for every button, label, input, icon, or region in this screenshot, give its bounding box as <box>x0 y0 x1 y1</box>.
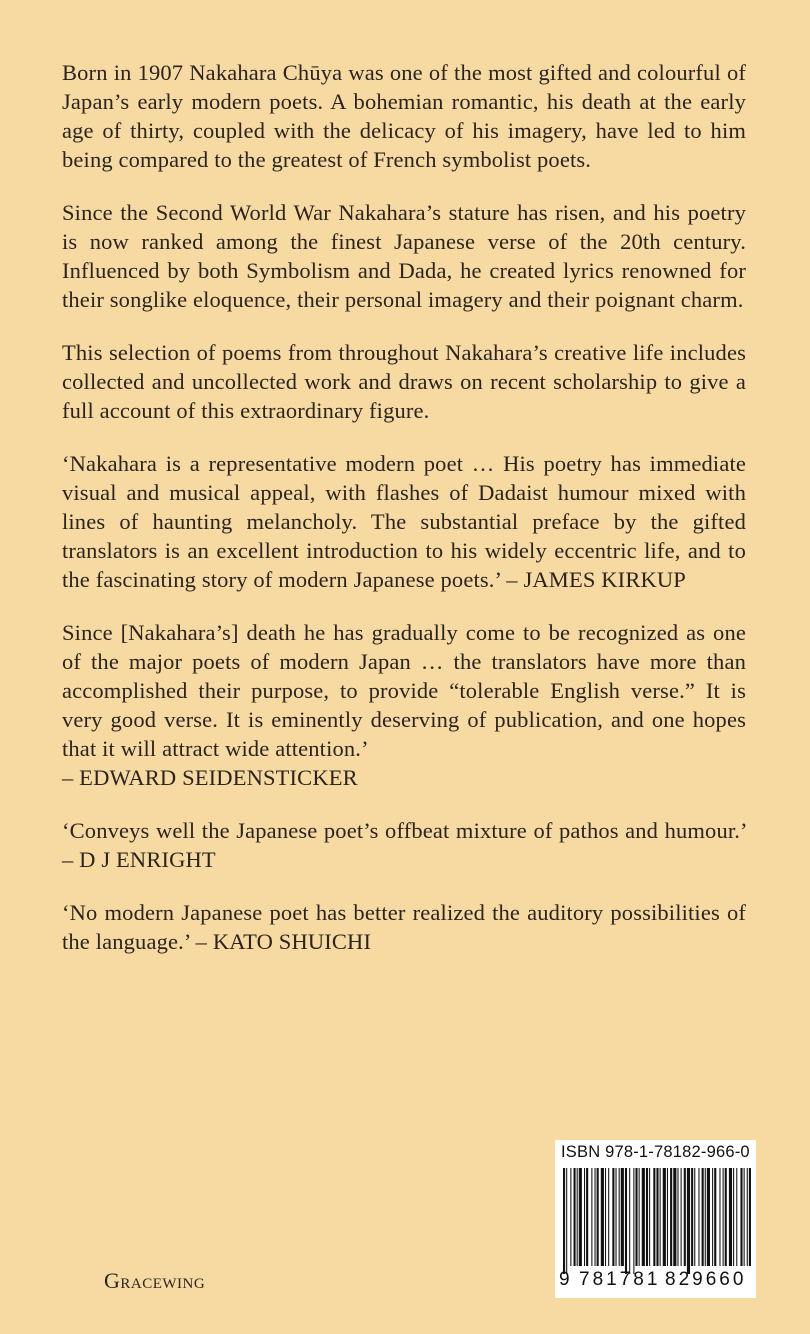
barcode-bar <box>702 1168 704 1266</box>
barcode-bar <box>649 1168 650 1266</box>
publisher-logo: Gracewing <box>104 1268 206 1293</box>
barcode-bar <box>725 1168 727 1266</box>
barcode-bar <box>744 1168 745 1266</box>
barcode-bar <box>605 1168 606 1266</box>
barcode-bar <box>673 1168 676 1266</box>
barcode-bar <box>570 1168 571 1266</box>
barcode-digits <box>559 1267 755 1291</box>
barcode-bar <box>691 1168 693 1266</box>
barcode-bar <box>621 1168 624 1266</box>
barcode-bar <box>646 1168 648 1266</box>
barcode-bar <box>584 1168 585 1266</box>
barcode-bar <box>579 1168 582 1266</box>
barcode-bar <box>625 1168 627 1274</box>
barcode-bar <box>667 1168 668 1266</box>
quote-kato <box>62 898 746 956</box>
barcode-bar <box>639 1168 640 1266</box>
barcode-bar <box>574 1168 576 1266</box>
stature-paragraph: Since the Second World War Nakahara’s stature has risen, and his poetry is now ranked among the finest Japanese verse of the 20th century. Influenced by both Symbolism and Dada, he created lyrics renowned for their songlike eloquence, their personal imagery and their poignant charm. <box>62 200 746 312</box>
barcode-bar <box>633 1168 634 1274</box>
barcode-bar <box>619 1168 620 1266</box>
barcode-bar <box>642 1168 645 1266</box>
barcode-bar <box>733 1168 734 1266</box>
barcode-bar <box>723 1168 724 1266</box>
barcode-bar <box>747 1168 748 1266</box>
quote-attribution: – D J ENRIGHT <box>62 847 216 872</box>
barcode-bar <box>586 1168 588 1266</box>
barcode-bar <box>635 1168 637 1266</box>
barcode-bar <box>684 1168 686 1266</box>
barcode-bar <box>694 1168 695 1266</box>
barcode-bar <box>698 1168 699 1266</box>
barcode-bar <box>736 1168 737 1266</box>
barcode-bar <box>566 1168 567 1274</box>
quote-kirkup <box>62 449 746 594</box>
barcode-bar <box>677 1168 678 1266</box>
quote-attribution: – EDWARD SEIDENSTICKER <box>62 765 358 790</box>
barcode-bar <box>597 1168 599 1266</box>
barcode-digits-left: 781781 <box>579 1269 661 1290</box>
barcode-bar <box>719 1168 720 1266</box>
barcode-bar <box>687 1168 690 1274</box>
barcode-bar <box>563 1168 565 1274</box>
barcode-icon <box>563 1168 751 1274</box>
barcode-bar <box>740 1168 742 1266</box>
barcode-digit-first: 9 <box>559 1269 570 1290</box>
barcode-bar <box>714 1168 716 1266</box>
quote-attribution: – KATO SHUICHI <box>189 929 372 954</box>
barcode-bar <box>681 1168 682 1266</box>
barcode-bar <box>591 1168 592 1266</box>
quote-text: ‘Conveys well the Japanese poet’s offbeat mixture of pathos and humour.’ <box>62 818 746 843</box>
barcode-bar <box>729 1168 732 1266</box>
barcode-bar <box>629 1168 630 1274</box>
barcode-bar <box>663 1168 666 1266</box>
barcode-bar <box>705 1168 706 1266</box>
barcode-panel <box>555 1140 756 1298</box>
barcode-bar <box>595 1168 596 1266</box>
barcode-bar <box>656 1168 658 1266</box>
barcode-bar <box>601 1168 604 1266</box>
barcode-bar <box>608 1168 609 1266</box>
quote-seidensticker <box>62 618 746 792</box>
barcode-bar <box>616 1168 617 1266</box>
barcode-bar <box>612 1168 614 1266</box>
intro-paragraph: Born in 1907 Nakahara Chūya was one of the most gifted and colourful of Japan’s early modern poets. A bohemian romantic, his death at the early age of thirty, coupled with the delicacy of his imagery, have led to him being compared to the greatest of French symbolist poets. <box>62 60 746 172</box>
barcode-bar <box>712 1168 713 1266</box>
barcode-bar <box>577 1168 578 1266</box>
barcode-bar <box>670 1168 672 1266</box>
barcode-digits-right: 829660 <box>665 1269 747 1290</box>
quote-text: Since [Nakahara’s] death he has gradually come to be recognized as one of the major poets of modern Japan … the translators have more than accomplished their purpose, to provide “tolerable English verse.” It is very good verse. It is eminently deserving of publication, and one hopes that it will attract wide attention.’ <box>62 620 746 761</box>
selection-paragraph: This selection of poems from throughout Nakahara’s creative life includes collected and uncollected work and draws on recent scholarship to give a full account of this extraordinary figure. <box>62 340 746 423</box>
blurb-text <box>62 58 746 980</box>
quote-text: ‘No modern Japanese poet has better realized the auditory possibilities of the language.’ <box>62 900 746 954</box>
barcode-bar <box>749 1168 751 1266</box>
quote-attribution: – JAMES KIRKUP <box>500 567 686 592</box>
quote-enright <box>62 816 746 874</box>
barcode-bar <box>660 1168 661 1266</box>
barcode-bar <box>653 1168 655 1266</box>
barcode-bar <box>707 1168 710 1266</box>
isbn-label: ISBN 978-1-78182-966-0 <box>561 1143 750 1161</box>
quote-text: ‘Nakahara is a representative modern poet … His poetry has immediate visual and musical appeal, with flashes of Dadaist humour mixed with lines of haunting melancholy. The substantial preface by the gifted translators is an excellent introduction to his widely eccentric life, and to the fascinating story of modern Japanese poets.’ <box>62 451 746 592</box>
